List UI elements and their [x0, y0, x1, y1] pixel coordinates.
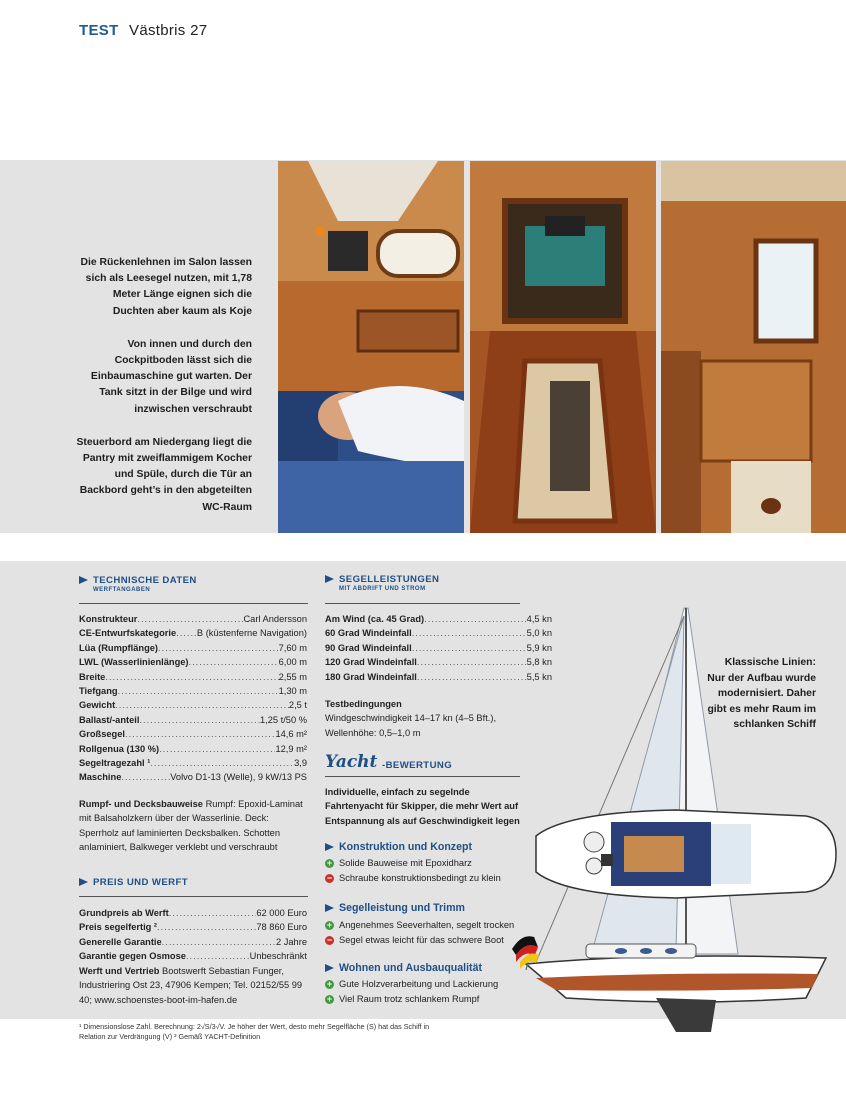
leader-dots	[139, 713, 260, 727]
plus-icon: +	[326, 994, 333, 1004]
test-conditions	[325, 697, 525, 740]
row-value: 5,8 kn	[526, 657, 552, 668]
arrow-icon	[325, 575, 334, 583]
row-value: 4,5 kn	[526, 614, 552, 624]
leader-dots	[150, 756, 294, 770]
table-row	[79, 949, 307, 963]
row-label: Generelle Garantie	[79, 936, 162, 947]
row-value: 5,0 kn	[526, 628, 552, 639]
bauweise-text	[79, 797, 309, 855]
row-label: Großsegel	[79, 729, 125, 740]
leader-dots	[137, 612, 243, 626]
list-item: + Solide Bauweise mit Epoxidharz	[326, 858, 472, 868]
row-label: Am Wind (ca. 45 Grad)	[325, 614, 425, 624]
leader-dots	[176, 626, 197, 640]
row-value: Carl Andersson	[243, 614, 307, 624]
row-label: CE-Entwurfskategorie	[79, 628, 177, 639]
preis-heading-label: PREIS UND WERFT	[93, 877, 189, 888]
table-row	[79, 906, 307, 920]
table-row	[79, 641, 307, 655]
footnote: ¹ Dimensionslose Zahl. Berechnung: 2√S/3√V. Je höher der Wert, desto mehr Segelfläche (S) hat das Schiff in Relation zur Verdrängung (V) ² Gemäß YACHT-Definition	[79, 1022, 430, 1041]
table-row	[79, 698, 307, 712]
row-value: 62 000 Euro	[256, 908, 307, 918]
row-label: Segeltragezahl ¹	[79, 758, 151, 769]
table-row	[79, 742, 307, 756]
row-value: 5,5 kn	[526, 671, 552, 682]
table-row	[79, 935, 307, 949]
row-value: Volvo D1-13 (Welle), 9 kW/13 PS	[170, 772, 307, 783]
yacht-logo: Yacht	[325, 752, 378, 772]
werft-text	[79, 964, 309, 1007]
table-row	[79, 756, 307, 770]
segel-heading-label: SEGELLEISTUNGEN	[339, 574, 440, 585]
table-row	[79, 670, 307, 684]
bauweise-label: Rumpf- und Decksbauweise	[79, 799, 203, 809]
leader-dots	[162, 935, 276, 949]
table-row	[79, 713, 307, 727]
arrow-icon	[79, 878, 88, 886]
werft-label: Werft und Vertrieb	[79, 966, 160, 976]
arrow-icon	[79, 576, 88, 584]
table-row	[79, 920, 307, 934]
row-label: LWL (Wasserlinienlänge)	[79, 657, 189, 668]
row-value: 2,5 t	[288, 700, 307, 711]
group-konstruktion-items	[325, 856, 501, 886]
leader-dots	[169, 906, 257, 920]
list-item: − Schraube konstruktionsbedingt zu klein	[326, 873, 501, 883]
row-label: Ballast/-anteil	[79, 714, 140, 725]
werft-body: Bootswerft Sebastian Funger, Industriering Ost 23, 47906 Kempen; Tel. 02152/55 99 40; www.schoenstes-boot-im-hafen.de	[79, 966, 303, 1005]
leader-dots	[186, 949, 250, 963]
row-label: Gewicht	[79, 700, 116, 711]
tech-table	[79, 612, 307, 785]
group-konstruktion-title: Konstruktion und Konzept	[325, 841, 472, 853]
list-item: + Gute Holzverarbeitung und Lackierung	[326, 979, 499, 989]
table-row	[79, 626, 307, 640]
row-value: B (küstenferne Navigation)	[196, 628, 307, 639]
row-value: 5,9 kn	[526, 642, 552, 653]
caption-pantry: Steuerbord am Niedergang liegt die Pantry mit zweiflammigem Kocher und Spüle, durch die Tür an Backbord geht’s in den abgeteilten WC-Raum	[76, 436, 252, 513]
group-segelleistung-title: Segelleistung und Trimm	[325, 902, 465, 914]
preis-heading	[79, 877, 188, 888]
plus-icon: +	[326, 979, 333, 989]
table-row	[79, 655, 307, 669]
row-value: 2 Jahre	[275, 936, 307, 947]
divider	[79, 896, 308, 897]
caption-engine: Von innen und durch den Cockpitboden lässt sich die Einbaumaschine gut warten. Der Tank sitzt in der Bilge und wird inzwischen verschraubt	[90, 338, 252, 415]
bewertung-intro: Individuelle, einfach zu segelnde Fahrtenyacht für Skipper, die mehr Wert auf Entspannung als auf Geschwindigkeit legen	[325, 787, 520, 826]
photo-salon	[278, 161, 464, 533]
plus-icon: +	[326, 920, 333, 930]
row-value: 1,30 m	[278, 686, 307, 697]
list-item: + Angenehmes Seeverhalten, segelt trocken	[326, 920, 515, 930]
leader-dots	[121, 770, 170, 784]
row-value: 7,60 m	[278, 642, 307, 653]
genoa	[592, 616, 684, 952]
row-value: Unbeschränkt	[249, 951, 307, 962]
segel-heading	[325, 574, 439, 592]
divider	[79, 603, 308, 604]
leader-dots	[125, 727, 275, 741]
divider	[325, 776, 520, 777]
arrow-icon	[325, 843, 334, 851]
arrow-icon	[325, 964, 334, 972]
minus-icon: −	[326, 873, 333, 883]
leader-dots	[115, 698, 289, 712]
photo-engine	[470, 161, 656, 533]
test-body: Windgeschwindigkeit 14–17 kn (4–5 Bft.), Wellenhöhe: 0,5–1,0 m	[325, 713, 497, 738]
leader-dots	[157, 920, 256, 934]
photo-captions	[70, 255, 252, 533]
row-label: Preis segelfertig ²	[79, 922, 158, 933]
boat-caption: Klassische Linien: Nur der Aufbau wurde modernisiert. Daher gibt es mehr Raum im schlanken Schiff	[707, 657, 816, 730]
table-row	[79, 612, 307, 626]
preis-table	[79, 906, 307, 964]
photo-pantry	[661, 161, 846, 533]
list-item: + Viel Raum trotz schlankem Rumpf	[326, 994, 480, 1004]
row-value: 78 860 Euro	[256, 922, 307, 933]
test-label: Testbedingungen	[325, 699, 402, 709]
row-label: 60 Grad Windeinfall	[325, 628, 412, 639]
row-label: 180 Grad Windeinfall	[325, 671, 417, 682]
arrow-icon	[325, 904, 334, 912]
caption-salon: Die Rückenlehnen im Salon lassen sich als Leesegel nutzen, mit 1,78 Meter Länge eignen sich die Duchten aber kaum als Koje	[80, 257, 252, 317]
tech-subheading: WERFTANGABEN	[93, 587, 151, 593]
row-value: 2,55 m	[278, 671, 307, 682]
plus-icon: +	[326, 858, 333, 868]
table-row	[79, 684, 307, 698]
leader-dots	[158, 641, 279, 655]
list-item: − Segel etwas leicht für das schwere Boot	[326, 935, 504, 945]
group-wohnen-title: Wohnen und Ausbauqualität	[325, 962, 482, 974]
bauweise-body: Rumpf: Epoxid-Laminat mit Balsaholzkern über der Wasserlinie. Deck: Sperrholz auf laminierten Decksbalken. Schotten anlaminiert, Balkweger verklebt und verschraubt	[79, 799, 303, 853]
leader-dots	[189, 655, 279, 669]
row-value: 14,6 m²	[275, 729, 307, 740]
table-row	[79, 727, 307, 741]
row-label: Rollgenua (130 %)	[79, 743, 160, 754]
bewertung-heading: -BEWERTUNG	[382, 760, 453, 771]
row-value: 6,00 m	[278, 657, 307, 668]
tech-heading-label: TECHNISCHE DATEN	[93, 575, 197, 586]
page-title: Västbris 27	[129, 22, 208, 39]
tech-heading	[79, 575, 197, 593]
divider	[325, 603, 520, 604]
table-row	[79, 770, 307, 784]
row-label: Breite	[79, 671, 106, 682]
row-label: Lüa (Rumpflänge)	[79, 642, 159, 653]
row-value: 1,25 t/50 %	[259, 714, 307, 725]
row-label: 120 Grad Windeinfall	[325, 657, 417, 668]
minus-icon: −	[326, 935, 333, 945]
row-label: Garantie gegen Osmose	[79, 951, 186, 962]
section-tag: TEST	[79, 22, 119, 39]
leader-dots	[105, 670, 278, 684]
leader-dots	[118, 684, 279, 698]
page-header	[79, 22, 207, 39]
row-label: Konstrukteur	[79, 614, 138, 624]
row-label: Maschine	[79, 772, 122, 783]
row-value: 12,9 m²	[275, 743, 307, 754]
row-value: 3,9	[294, 758, 307, 769]
group-wohnen-items	[325, 977, 498, 1007]
leader-dots	[159, 742, 275, 756]
row-label: Tiefgang	[79, 686, 118, 697]
row-label: Grundpreis ab Werft	[79, 908, 169, 918]
segel-subheading: MIT ABDRIFT UND STROM	[339, 586, 426, 592]
group-segelleistung-items	[325, 918, 514, 948]
row-label: 90 Grad Windeinfall	[325, 642, 412, 653]
